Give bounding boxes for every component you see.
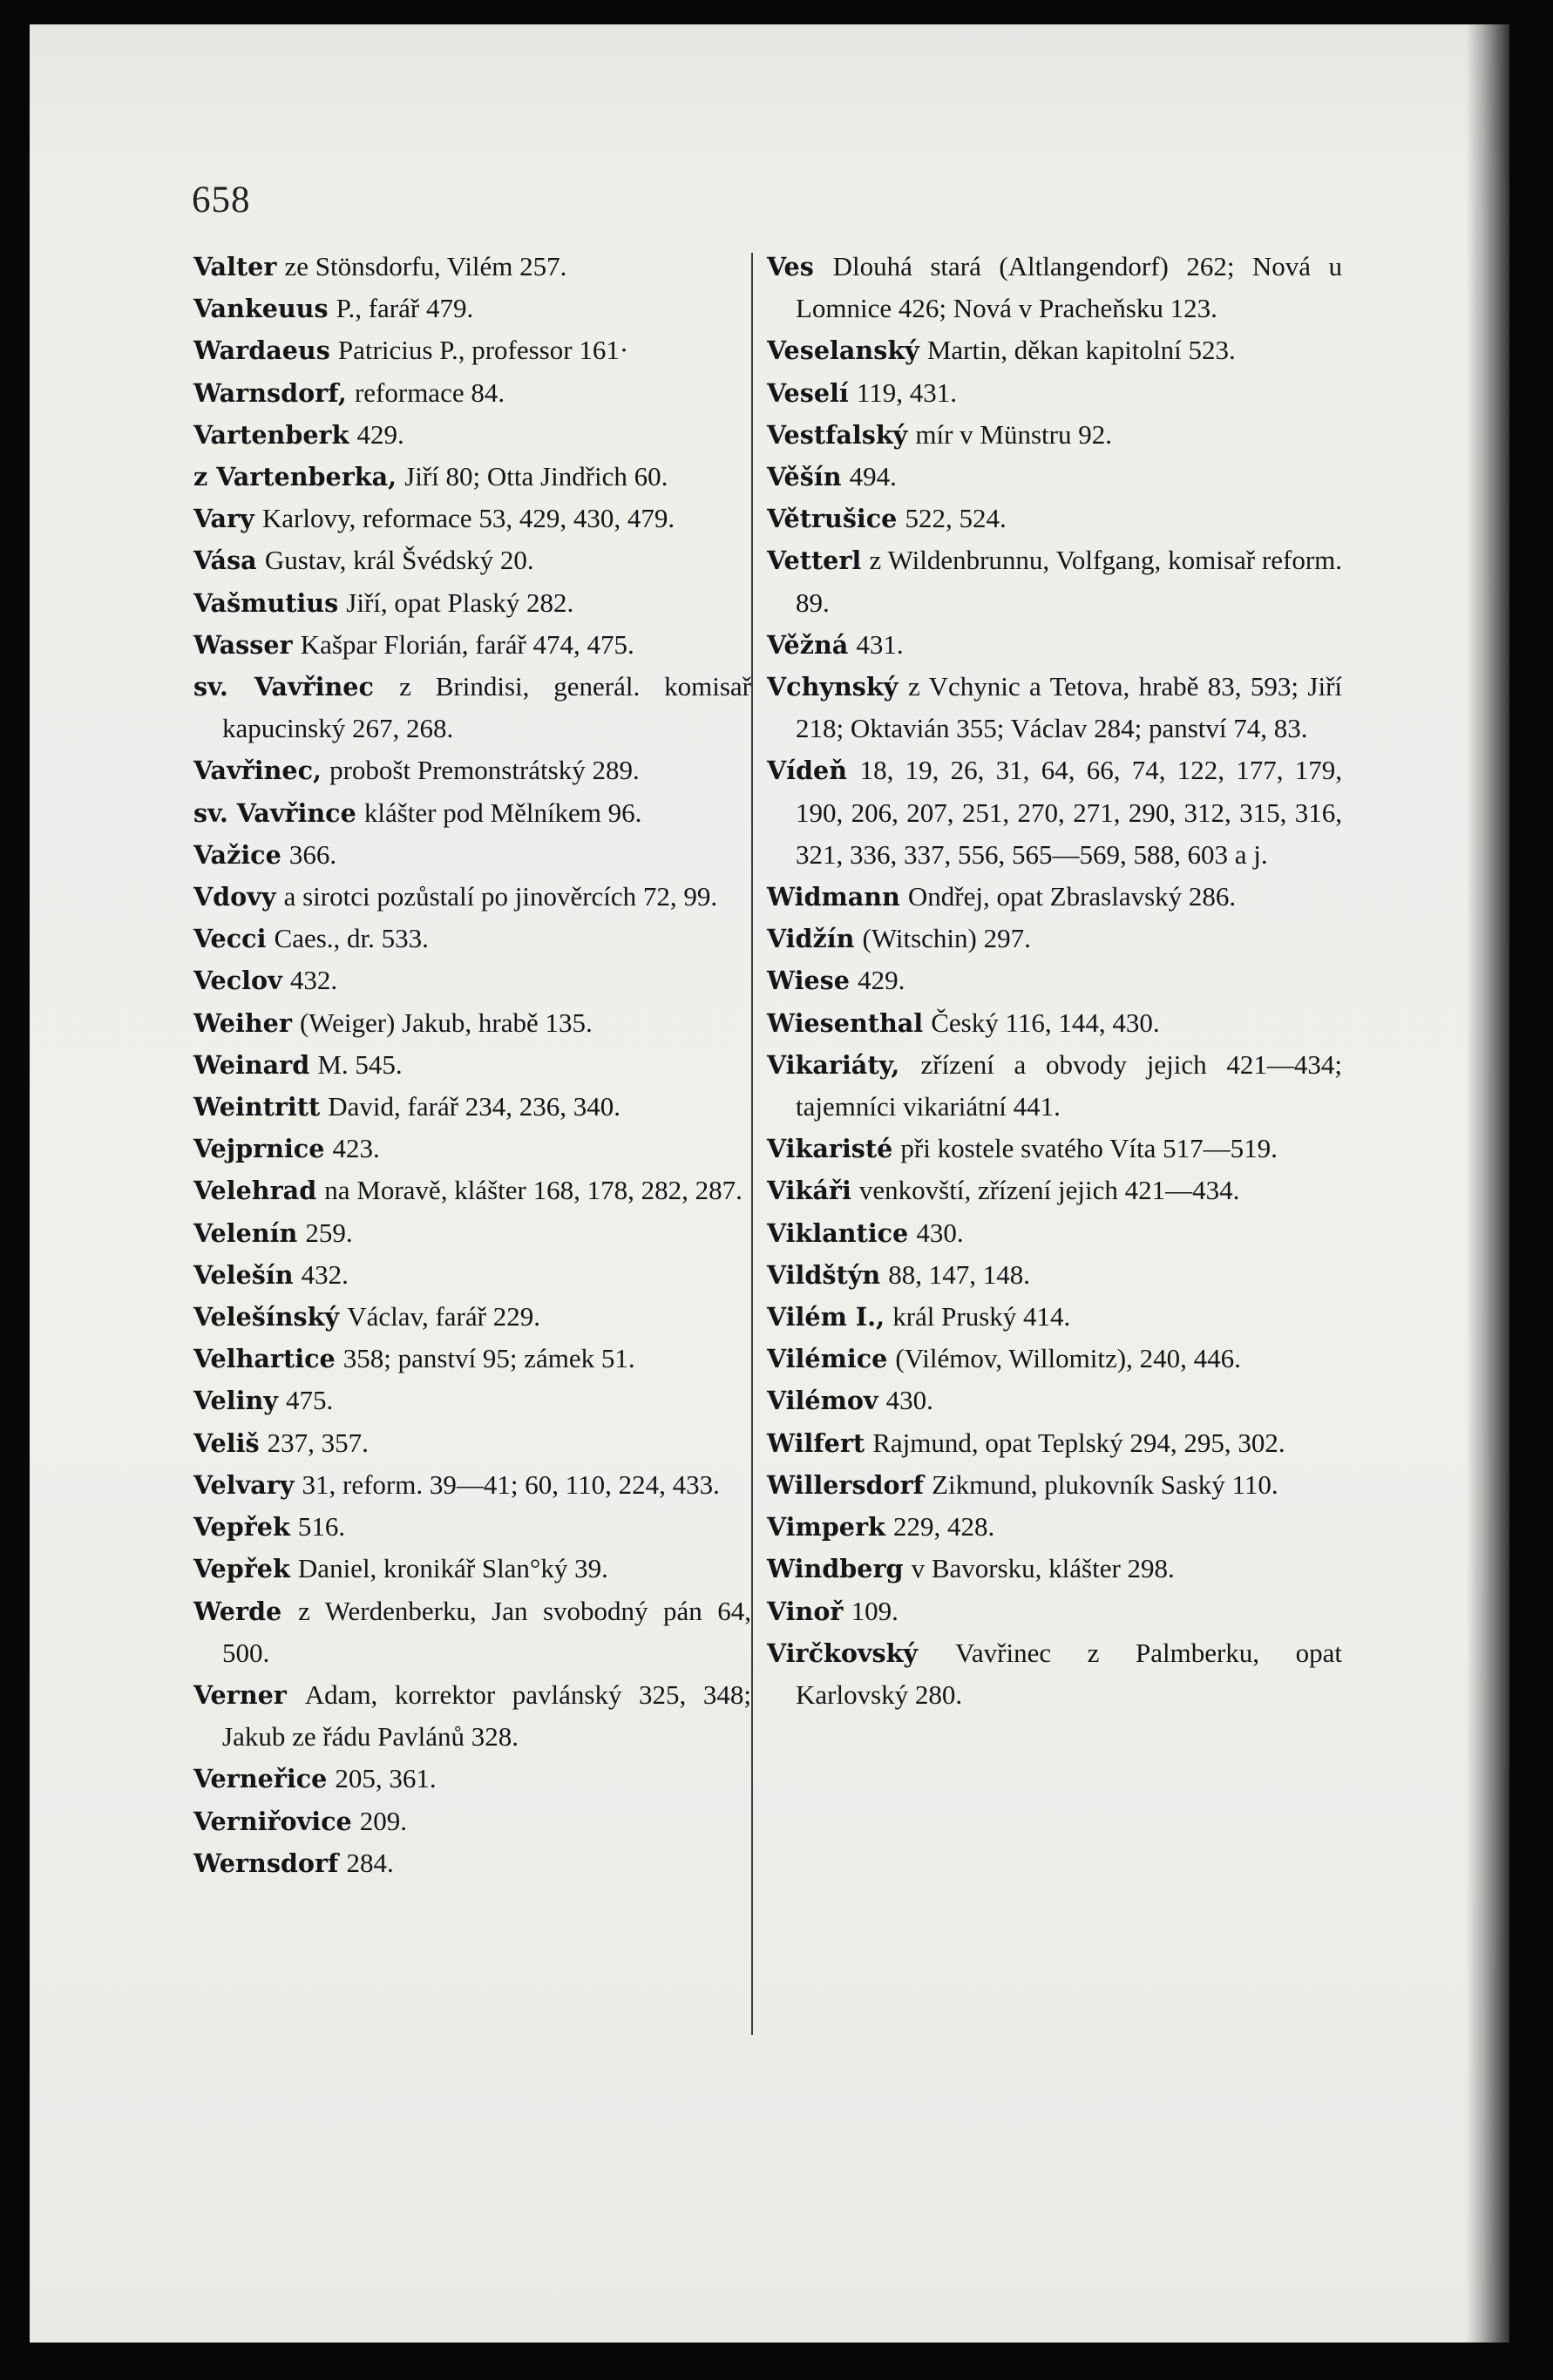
index-entry (767, 539, 1342, 623)
index-entry (767, 1548, 1342, 1590)
entry-text: 430. (916, 1217, 964, 1248)
entry-headword: Windberg (767, 1554, 904, 1584)
entry-text: (Weiger) Jakub, hrabě 135. (299, 1007, 593, 1038)
index-entry (193, 246, 751, 288)
index-entry (767, 1044, 1342, 1128)
entry-text: 259. (305, 1217, 353, 1248)
entry-text: Český 116, 144, 430. (931, 1007, 1160, 1038)
entry-headword: Werde (193, 1596, 282, 1626)
entry-headword: Velvary (193, 1469, 295, 1500)
entry-text: Patricius P., professor 161· (337, 335, 629, 366)
index-column-left (193, 246, 751, 1884)
entry-text: 358; panství 95; zámek 51. (342, 1343, 635, 1374)
index-column-right (767, 246, 1342, 1716)
entry-headword: Vepřek (193, 1512, 290, 1543)
index-entry (193, 1380, 751, 1421)
entry-text: Karlovy, reformace 53, 429, 430, 479. (261, 503, 675, 534)
entry-headword: Vinoř (767, 1596, 844, 1626)
entry-headword: Veliš (193, 1427, 260, 1458)
entry-headword: Willersdorf (767, 1469, 924, 1500)
index-entry (193, 1548, 751, 1590)
entry-text: 475. (285, 1385, 334, 1416)
entry-text: Caes., dr. 533. (274, 923, 429, 954)
entry-headword: Wilfert (767, 1427, 865, 1458)
index-entry (193, 1506, 751, 1548)
index-entry (193, 1086, 751, 1128)
index-entry (767, 1422, 1342, 1464)
index-entry (767, 1254, 1342, 1296)
entry-text: při kostele svatého Víta 517—519. (900, 1133, 1278, 1164)
entry-headword: Weinard (193, 1049, 310, 1080)
entry-headword: Vídeň (767, 756, 848, 786)
entry-headword: Vejprnice (193, 1134, 325, 1164)
entry-headword: Vikáři (767, 1176, 851, 1206)
entry-headword: Vavřinec, (193, 756, 322, 786)
entry-text: M. 545. (317, 1048, 403, 1080)
index-entry (767, 456, 1342, 498)
index-entry (767, 246, 1342, 329)
index-entry (193, 1296, 751, 1338)
entry-text: 88, 147, 148. (888, 1258, 1030, 1290)
entry-headword: Warnsdorf, (193, 377, 347, 408)
entry-text: 516. (297, 1511, 346, 1543)
entry-text: Václav, farář 229. (347, 1301, 540, 1332)
index-entry (767, 876, 1342, 918)
entry-headword: Vchynský (767, 672, 899, 702)
entry-text: Dlouhá stará (Altlangendorf) 262; Nová u Lomnice 426; Nová v Pracheňsku 123. (796, 251, 1342, 324)
entry-text: Rajmund, opat Teplský 294, 295, 302. (872, 1427, 1285, 1458)
entry-headword: Verneřice (193, 1764, 328, 1794)
entry-text: P., farář 479. (336, 293, 474, 324)
entry-headword: Wasser (193, 629, 293, 660)
entry-headword: Weiher (193, 1007, 292, 1038)
entry-text: z Vchynic a Tetova, hrabě 83, 593; Jiří 218; Oktavián 355; Václav 284; panství 74, 83. (796, 671, 1343, 744)
entry-text: 494. (849, 461, 897, 492)
index-entry (767, 624, 1342, 666)
entry-headword: Veselí (767, 377, 849, 408)
page-number: 658 (192, 180, 251, 220)
entry-text: a sirotci pozůstalí po jinověrcích 72, 99. (283, 881, 718, 912)
entry-headword: Wardaeus (193, 336, 330, 366)
entry-headword: Velešín (193, 1259, 294, 1290)
entry-headword: Vašmutius (193, 587, 339, 618)
entry-headword: Wiese (767, 966, 850, 996)
entry-text: reformace 84. (354, 376, 505, 408)
index-entry (767, 498, 1342, 539)
entry-headword: Věžná (767, 629, 849, 660)
index-entry (193, 582, 751, 624)
entry-text: Gustav, král Švédský 20. (264, 545, 534, 576)
index-entry (767, 329, 1342, 371)
entry-text: Kašpar Florián, farář 474, 475. (300, 628, 634, 660)
entry-headword: Velhartice (193, 1344, 336, 1374)
index-entry (767, 1002, 1342, 1044)
index-entry (767, 414, 1342, 456)
entry-headword: sv. Vavřinec (193, 672, 374, 702)
index-entry (767, 1380, 1342, 1421)
entry-text: 31, reform. 39—41; 60, 110, 224, 433. (302, 1468, 720, 1500)
entry-headword: Vartenberk (193, 419, 349, 450)
entry-text: 423. (332, 1133, 380, 1164)
index-entry (767, 1212, 1342, 1254)
index-entry (193, 1338, 751, 1380)
index-entry (193, 834, 751, 876)
index-entry (767, 1506, 1342, 1548)
entry-headword: Wernsdorf (193, 1848, 339, 1878)
entry-headword: Vetterl (767, 546, 862, 576)
index-entry (193, 876, 751, 918)
index-entry (193, 918, 751, 959)
index-entry (193, 624, 751, 666)
index-entry (193, 1212, 751, 1254)
index-entry (193, 539, 751, 581)
entry-text: z Wildenbrunnu, Volfgang, komisař reform. 89. (796, 545, 1343, 618)
index-entry (193, 1464, 751, 1506)
entry-text: 229, 428. (892, 1511, 995, 1543)
entry-text: 18, 19, 26, 31, 64, 66, 74, 122, 177, 179, 190, 206, 207, 251, 270, 271, 290, 312, 315, 316, 321, 336, 337, 556, 565—569, 588, 603 a j. (796, 755, 1343, 870)
entry-headword: Vecci (193, 924, 267, 954)
entry-text: 209. (359, 1805, 408, 1836)
entry-headword: sv. Vavřince (193, 797, 356, 828)
entry-headword: Važice (193, 839, 281, 870)
index-entry (193, 1800, 751, 1842)
entry-headword: Vilémov (767, 1386, 878, 1416)
entry-headword: Viklantice (767, 1217, 909, 1248)
entry-text: v Bavorsku, klášter 298. (911, 1553, 1175, 1584)
entry-text: Zikmund, plukovník Saský 110. (932, 1468, 1278, 1500)
entry-headword: Wiesenthal (767, 1007, 924, 1038)
column-divider (751, 253, 753, 2035)
index-entry (193, 749, 751, 791)
index-entry (767, 1296, 1342, 1338)
entry-text: zřízení a obvody jejich 421—434; tajemníci vikariátní 441. (796, 1048, 1343, 1122)
entry-text: (Vilémov, Willomitz), 240, 446. (895, 1343, 1241, 1374)
entry-text: Adam, korrektor pavlánský 325, 348; Jakub ze řádu Pavlánů 328. (222, 1678, 751, 1753)
page-edge-shadow (1466, 24, 1509, 2343)
entry-text: klášter pod Mělníkem 96. (363, 797, 642, 828)
index-entry (193, 329, 751, 371)
entry-headword: Velenín (193, 1217, 298, 1248)
entry-headword: Vestfalský (767, 419, 908, 450)
entry-headword: Velešínský (193, 1302, 340, 1332)
entry-text: 432. (289, 965, 338, 996)
entry-text: Ondřej, opat Zbraslavský 286. (907, 881, 1237, 912)
entry-text: na Moravě, klášter 168, 178, 282, 287. (324, 1175, 743, 1206)
index-entry (193, 959, 751, 1001)
index-entry (193, 1002, 751, 1044)
entry-text: Daniel, kronikář Slan°ký 39. (297, 1553, 608, 1584)
entry-headword: Vankeuus (193, 294, 329, 324)
entry-headword: Weintritt (193, 1092, 321, 1122)
entry-text: Jiří, opat Plaský 282. (346, 587, 574, 618)
index-entry (193, 1254, 751, 1296)
entry-headword: Verner (193, 1679, 287, 1710)
entry-headword: Vilém I., (767, 1302, 885, 1332)
index-entry (193, 666, 751, 749)
entry-text: (Witschin) 297. (862, 923, 1031, 954)
index-entry (193, 792, 751, 834)
entry-headword: Vepřek (193, 1554, 290, 1584)
index-entry (193, 1842, 751, 1884)
index-entry (767, 918, 1342, 959)
entry-headword: Verniřovice (193, 1806, 352, 1836)
index-entry (193, 1422, 751, 1464)
entry-headword: Vikaristé (767, 1134, 893, 1164)
entry-headword: Virčkovský (767, 1638, 919, 1668)
index-entry (767, 1170, 1342, 1211)
entry-text: 366. (288, 838, 337, 870)
entry-text: venkovští, zřízení jejich 421—434. (858, 1175, 1240, 1206)
entry-text: 109. (851, 1595, 899, 1626)
entry-headword: Větrušice (767, 504, 898, 534)
index-entry (767, 1464, 1342, 1506)
entry-headword: Vdovy (193, 882, 276, 912)
entry-headword: Velehrad (193, 1176, 317, 1206)
entry-text: mír v Münstru 92. (915, 418, 1112, 450)
entry-headword: Widmann (767, 882, 900, 912)
entry-text: 430. (885, 1385, 933, 1416)
entry-text: David, farář 234, 236, 340. (328, 1091, 621, 1122)
entry-text: Martin, děkan kapitolní 523. (926, 335, 1236, 366)
entry-text: probošt Premonstrátský 289. (329, 755, 640, 786)
entry-headword: z Vartenberka, (193, 462, 397, 492)
entry-text: 431. (856, 628, 904, 660)
entry-headword: Vikariáty, (767, 1049, 900, 1080)
entry-text: 429. (356, 418, 404, 450)
entry-headword: Vilémice (767, 1344, 888, 1374)
index-entry (767, 372, 1342, 414)
index-entry (193, 1044, 751, 1086)
index-entry (767, 666, 1342, 749)
entry-text: 432. (301, 1258, 349, 1290)
index-entry (193, 372, 751, 414)
entry-headword: Veselanský (767, 336, 919, 366)
entry-headword: Vildštýn (767, 1259, 881, 1290)
entry-text: 237, 357. (267, 1427, 369, 1458)
entry-headword: Vimperk (767, 1512, 885, 1543)
entry-text: 429. (858, 965, 905, 996)
entry-headword: Valter (193, 252, 277, 281)
entry-text: 522, 524. (905, 503, 1007, 534)
entry-text: z Werdenberku, Jan svobodný pán 64, 500. (222, 1595, 752, 1668)
index-entry (193, 456, 751, 498)
index-entry (767, 1632, 1342, 1716)
index-entry (767, 1338, 1342, 1380)
index-entry (193, 498, 751, 539)
index-entry (767, 1590, 1342, 1632)
entry-text: král Pruský 414. (892, 1301, 1071, 1332)
entry-headword: Veclov (193, 966, 282, 996)
entry-text: 119, 431. (856, 376, 957, 408)
index-entry (193, 414, 751, 456)
entry-headword: Vary (193, 504, 254, 534)
index-entry (767, 959, 1342, 1001)
entry-text: Jiří 80; Otta Jindřich 60. (404, 461, 668, 492)
index-entry (193, 1674, 751, 1758)
entry-text: ze Stönsdorfu, Vilém 257. (284, 251, 567, 281)
entry-headword: Věšín (767, 462, 842, 492)
entry-text: Vavřinec z Palmberku, opat Karlovský 280. (796, 1637, 1342, 1710)
entry-text: 284. (346, 1847, 394, 1878)
entry-headword: Veliny (193, 1386, 278, 1416)
index-entry (193, 288, 751, 329)
entry-text: z Brindisi, generál. komisař kapucinský 267, 268. (222, 671, 751, 744)
index-entry (767, 1128, 1342, 1170)
index-entry (193, 1758, 751, 1800)
entry-headword: Ves (767, 252, 814, 281)
entry-headword: Vása (193, 546, 257, 576)
entry-headword: Vidžín (767, 924, 855, 954)
index-entry (193, 1128, 751, 1170)
index-entry (193, 1170, 751, 1211)
index-entry (767, 749, 1342, 876)
entry-text: 205, 361. (335, 1763, 437, 1794)
index-entry (193, 1590, 751, 1674)
